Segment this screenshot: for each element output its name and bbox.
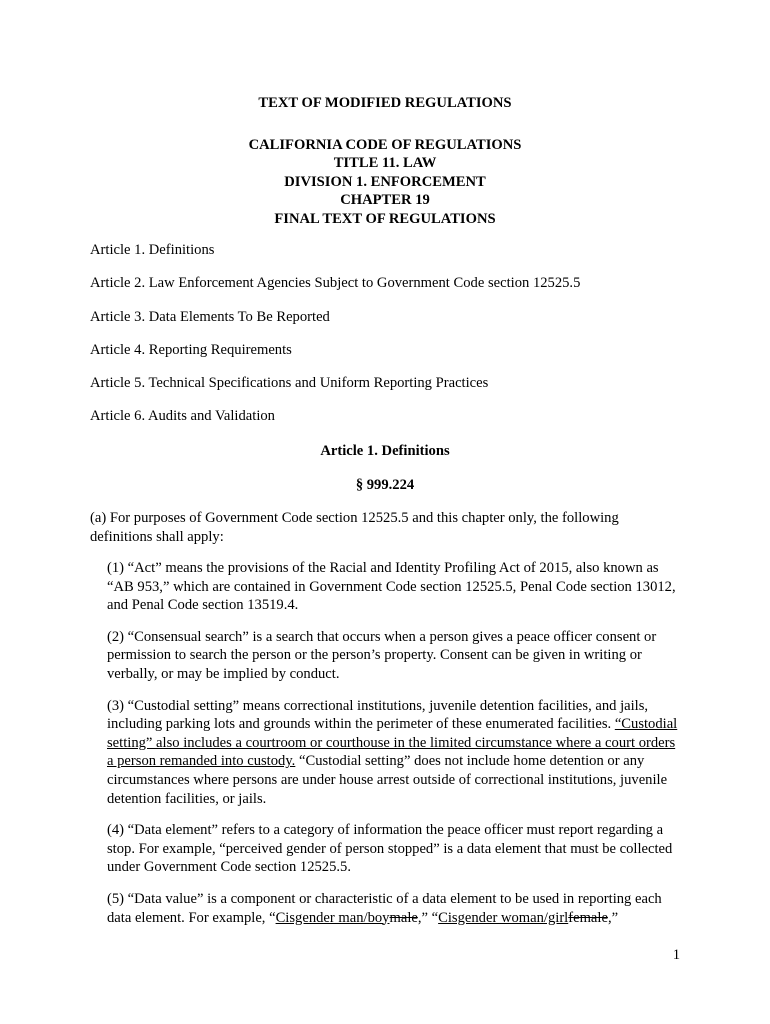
inserted-text: “Custodial setting” also includes a courtroom or courthouse in the limited circumstance where a court orders a person remanded into custody.: [107, 716, 678, 770]
definition-text: ,”: [607, 909, 619, 926]
article-list: [90, 241, 710, 441]
definition-consensual-search: (2) “Consensual search” is a search that occurs when a person gives a peace officer consent or permission to search the person or the person’s property. Consent can be given in writing or verbally, or may be implied by conduct.: [107, 628, 657, 682]
definition-text: ,” “: [417, 909, 439, 926]
article-list-item: Article 1. Definitions: [90, 242, 215, 258]
section-heading: Article 1. Definitions: [320, 443, 450, 459]
intro-paragraph: (a) For purposes of Government Code section 12525.5 and this chapter only, the following definitions shall apply:: [90, 510, 619, 545]
inserted-text: Cisgender woman/girl: [438, 909, 569, 926]
article-list-item: Article 4. Reporting Requirements: [90, 341, 292, 358]
title-line: TITLE 11. LAW: [333, 155, 437, 172]
deleted-text: male: [389, 909, 418, 926]
definitions-list: [107, 559, 685, 940]
definition-data-element: (4) “Data element” refers to a category of information the peace officer must report regarding a stop. For example, “perceived gender of person stopped” is a data element that must be collected under Government Code section 12525.5.: [107, 822, 673, 876]
division-line: DIVISION 1. ENFORCEMENT: [284, 173, 486, 190]
definition-custodial-setting: [107, 697, 685, 809]
definition-text: “Custodial setting” does not include home detention or any circumstances where persons are under house arrest outside of correctional institutions, juvenile detention facilities, or jails.: [107, 753, 668, 807]
document-header: [0, 94, 770, 229]
definition-text: (3) “Custodial setting” means correctional institutions, juvenile detention facilities, and jails, including parking lots and grounds within the perimeter of these enumerated facilities.: [107, 697, 649, 733]
article-list-item: Article 3. Data Elements To Be Reported: [90, 308, 330, 325]
main-title: TEXT OF MODIFIED REGULATIONS: [258, 95, 512, 111]
definition-text: (5) “Data value” is a component or characteristic of a data element to be used in reporting each data element. For example, “: [107, 890, 662, 926]
inserted-text: Cisgender man/boy: [275, 909, 390, 926]
code-title: CALIFORNIA CODE OF REGULATIONS: [248, 136, 522, 153]
final-text-line: FINAL TEXT OF REGULATIONS: [274, 210, 496, 227]
page-number: 1: [672, 947, 680, 963]
definition-act: (1) “Act” means the provisions of the Racial and Identity Profiling Act of 2015, also known as “AB 953,” which are contained in Government Code section 12525.5, Penal Code section 13012, and Penal Code section 13519.4.: [107, 560, 676, 614]
article-list-item: Article 5. Technical Specifications and Uniform Reporting Practices: [90, 375, 489, 392]
article-list-item: Article 2. Law Enforcement Agencies Subject to Government Code section 12525.5: [90, 275, 581, 292]
deleted-text: female: [568, 909, 608, 926]
chapter-line: CHAPTER 19: [340, 192, 430, 209]
article-list-item: Article 6. Audits and Validation: [90, 408, 275, 425]
definition-data-value: [107, 890, 685, 927]
section-number: § 999.224: [355, 477, 415, 493]
